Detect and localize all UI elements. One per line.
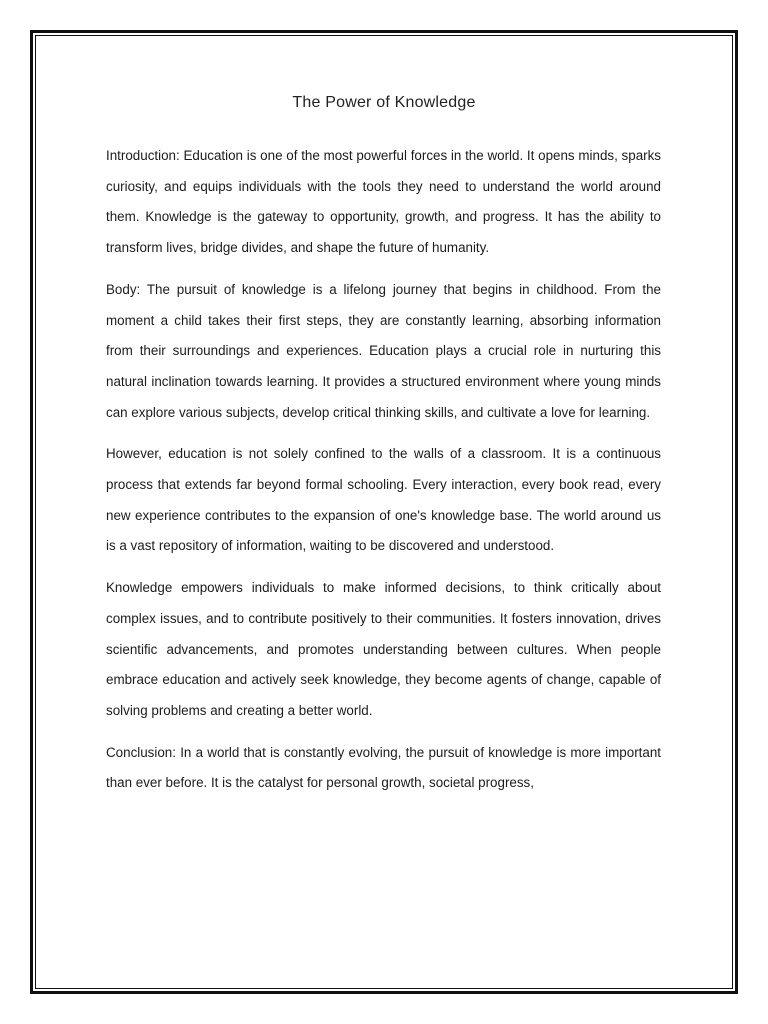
- document-title: The Power of Knowledge: [292, 94, 476, 111]
- paragraph-introduction: Introduction: Education is one of the most powerful forces in the world. It opens minds, sparks curiosity, and equips individuals with the tools they need to understand the world around them. Knowledge is the gateway to opportunity, growth, and progress. It has the ability to transform lives, bridge divides, and shape the future of humanity.: [106, 148, 661, 256]
- paragraph-however: However, education is not solely confined to the walls of a classroom. It is a continuous process that extends far beyond formal schooling. Every interaction, every book read, every new experience contributes to the expansion of one's knowledge base. The world around us is a vast repository of information, waiting to be discovered and understood.: [106, 446, 661, 554]
- paragraph-body: Body: The pursuit of knowledge is a lifelong journey that begins in childhood. From the moment a child takes their first steps, they are constantly learning, absorbing information from their surroundings and experiences. Education plays a crucial role in nurturing this natural inclination towards learning. It provides a structured environment where young minds can explore various subjects, develop critical thinking skills, and cultivate a love for learning.: [106, 281, 661, 420]
- document-body: [106, 141, 661, 810]
- paragraph-empowers: Knowledge empowers individuals to make informed decisions, to think critically about complex issues, and to contribute positively to their communities. It fosters innovation, drives scientific advancements, and promotes understanding between cultures. When people embrace education and actively seek knowledge, they become agents of change, capable of solving problems and creating a better world.: [106, 580, 661, 718]
- paragraph-conclusion: Conclusion: In a world that is constantly evolving, the pursuit of knowledge is more important than ever before. It is the catalyst for personal growth, societal progress,: [106, 744, 661, 791]
